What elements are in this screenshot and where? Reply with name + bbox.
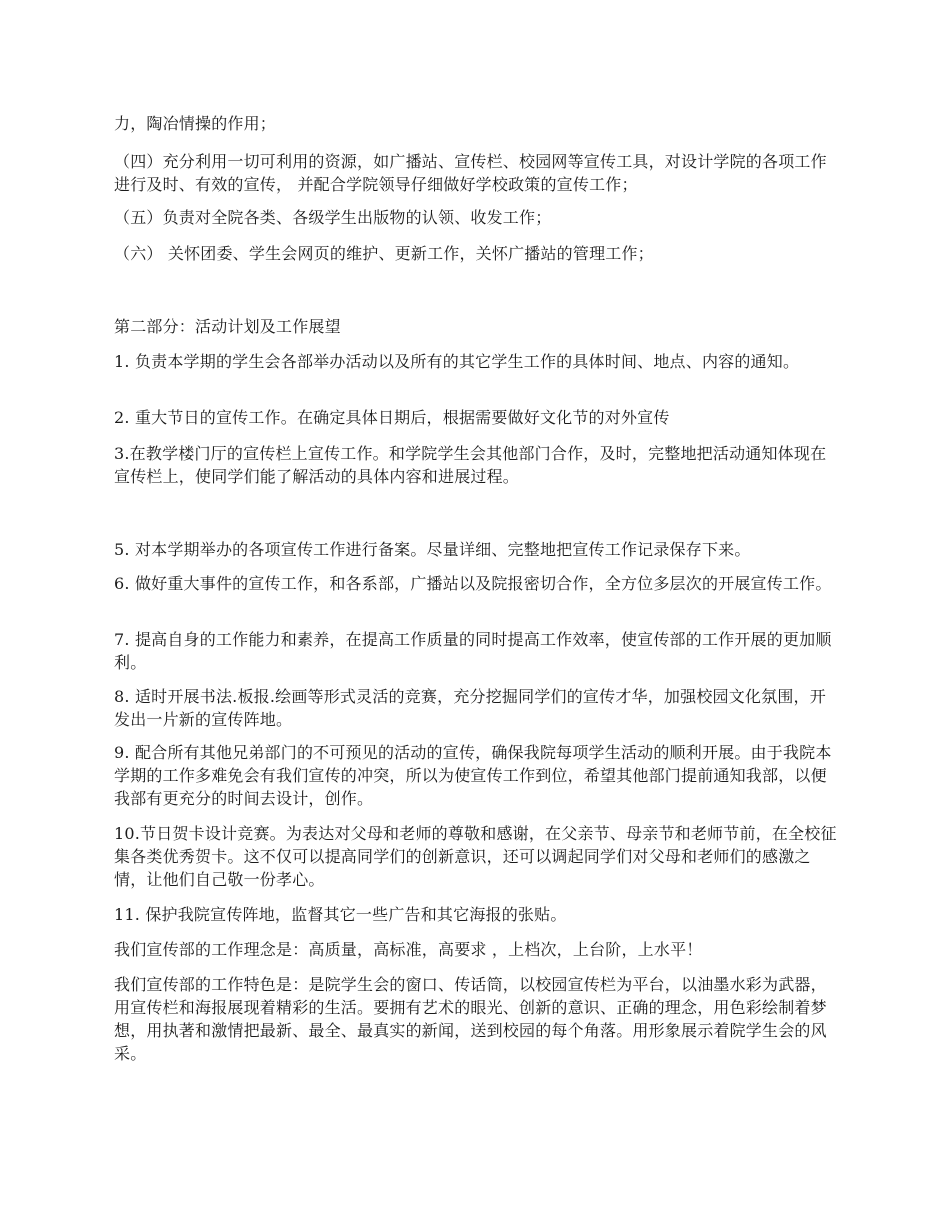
list-item-11: 11. 保护我院宣传阵地，监督其它一些广告和其它海报的张贴。 bbox=[114, 905, 567, 924]
paragraph-work-characteristics: 我们宣传部的工作特色是：是院学生会的窗口、传话筒，以校园宣传栏为平台，以油墨水彩为武器，用宣传栏和海报展现着精彩的生活。要拥有艺术的眼光、创新的意识、正确的理念，用色彩绘制着梦想，用执著和激情把最新、最全、最真实的新闻，送到校园的每个角落。用形象展示着院学生会的风采。 bbox=[114, 975, 827, 1063]
list-item-7: 7. 提高自身的工作能力和素养，在提高工作质量的同时提高工作效率，使宣传部的工作开展的更加顺利。 bbox=[114, 630, 832, 672]
list-item-3: 3.在教学楼门厅的宣传栏上宣传工作。和学院学生会其他部门合作，及时，完整地把活动通知体现在宣传栏上，使同学们能了解活动的具体内容和进展过程。 bbox=[114, 444, 827, 486]
list-item-6: 6. 做好重大事件的宣传工作，和各系部，广播站以及院报密切合作，全方位多层次的开展宣传工作。 bbox=[114, 574, 832, 593]
list-item-1: 1. 负责本学期的学生会各部举办活动以及所有的其它学生工作的具体时间、地点、内容的通知。 bbox=[114, 352, 800, 371]
paragraph-intro-continuation: 力，陶冶情操的作用； bbox=[114, 114, 277, 133]
list-item-8: 8. 适时开展书法.板报.绘画等形式灵活的竞赛，充分挖掘同学们的宣传才华，加强校园文化氛围，开发出一片新的宣传阵地。 bbox=[114, 687, 826, 729]
paragraph-item-5: （五）负责对全院各类、各级学生出版物的认领、收发工作； bbox=[114, 208, 552, 227]
paragraph-item-6: （六） 关怀团委、学生会网页的维护、更新工作，关怀广播站的管理工作； bbox=[114, 244, 654, 263]
paragraph-work-philosophy: 我们宣传部的工作理念是：高质量，高标准，高要求 ，上档次，上台阶，上水平！ bbox=[114, 940, 703, 959]
list-item-9: 9. 配合所有其他兄弟部门的不可预见的活动的宣传，确保我院每项学生活动的顺利开展。由于我院本学期的工作多难免会有我们宣传的冲突，所以为使宣传工作到位，希望其他部门提前通知我部，以便我部有更充分的时间去设计，创作。 bbox=[114, 743, 832, 808]
list-item-10: 10.节日贺卡设计竞赛。为表达对父母和老师的尊敬和感谢，在父亲节、母亲节和老师节前，在全校征集各类优秀贺卡。这不仅可以提高同学们的创新意识，还可以调起同学们对父母和老师们的感激之情，让他们自己敬一份孝心。 bbox=[114, 824, 837, 889]
section-heading-part-two: 第二部分：活动计划及工作展望 bbox=[114, 317, 341, 336]
list-item-5: 5. 对本学期举办的各项宣传工作进行备案。尽量详细、完整地把宣传工作记录保存下来。 bbox=[114, 540, 751, 559]
paragraph-item-4: （四）充分利用一切可利用的资源，如广播站、宣传栏、校园网等宣传工具，对设计学院的各项工作进行及时、有效的宣传， 并配合学院领导仔细做好学校政策的宣传工作； bbox=[114, 152, 827, 194]
list-item-2: 2. 重大节日的宣传工作。在确定具体日期后，根据需要做好文化节的对外宣传 bbox=[114, 408, 670, 427]
